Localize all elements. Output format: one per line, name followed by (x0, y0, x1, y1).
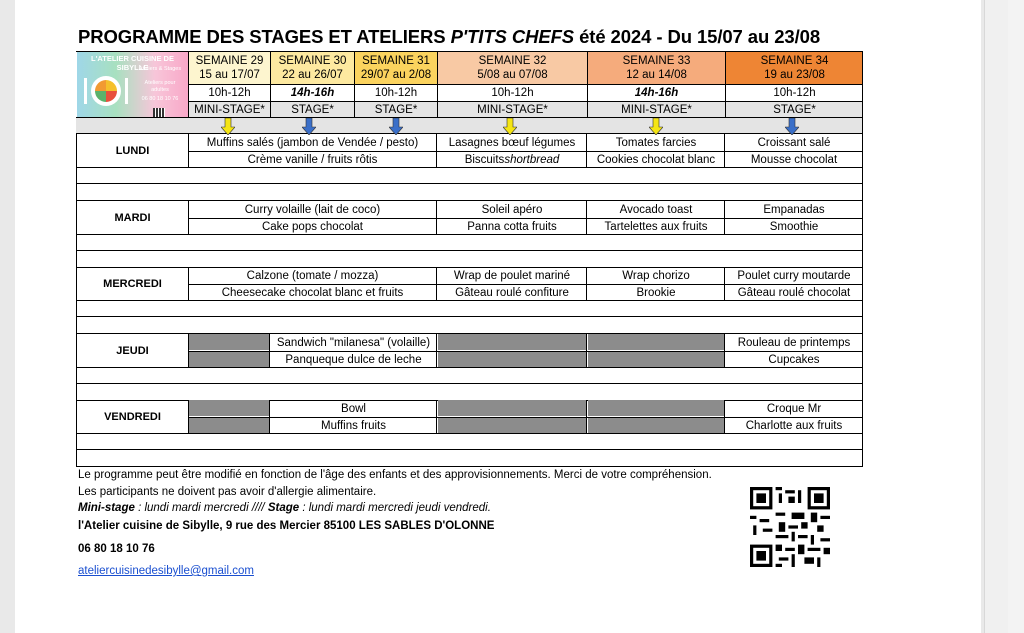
week-hours-5: 10h-12h (725, 84, 863, 101)
unavailable-cell (438, 352, 586, 367)
activity-cell: Bowl (341, 402, 366, 415)
knife-icon (125, 78, 128, 104)
week-header-3: SEMAINE 32 5/08 au 07/08 (437, 52, 587, 84)
unavailable-cell (588, 334, 724, 350)
unavailable-cell (189, 418, 269, 433)
activity-cell: Croissant salé (757, 136, 831, 149)
fork-icon (84, 78, 87, 104)
activity-cell: Wrap de poulet mariné (453, 269, 571, 282)
unavailable-cell (588, 418, 724, 433)
week-header-2: SEMAINE 31 29/07 au 2/08 (354, 52, 437, 84)
activity-cell: Curry volaille (lait de coco) (244, 203, 381, 216)
activity-cell: Avocado toast (619, 203, 693, 216)
week-hours-4: 14h-16h (587, 84, 725, 101)
unavailable-cell (588, 352, 724, 367)
activity-cell: Wrap chorizo (622, 269, 690, 282)
atelier-logo (77, 52, 188, 126)
unavailable-cell (189, 334, 269, 350)
email-link[interactable]: ateliercuisinedesibylle@gmail.com (78, 565, 254, 577)
week-header-0: SEMAINE 29 15 au 17/07 (188, 52, 270, 84)
down-arrow-icon (221, 118, 235, 135)
activity-cell: Sandwich "milanesa" (volaille) (276, 336, 431, 349)
week-type-5: STAGE* (725, 101, 863, 117)
unavailable-cell (189, 352, 269, 367)
unavailable-cell (438, 400, 586, 416)
qr-code (750, 487, 830, 567)
page-title: PROGRAMME DES STAGES ET ATELIERS P'TITS CHEFS été 2024 - Du 15/07 au 23/08 (78, 26, 821, 47)
week-type-0: MINI-STAGE* (188, 101, 270, 117)
day-label-mardi: MARDI (114, 212, 151, 224)
activity-cell: Biscuits shortbread (464, 154, 560, 166)
week-type-2: STAGE* (354, 101, 437, 117)
vertical-scrollbar[interactable] (1008, 0, 1024, 633)
down-arrow-icon (302, 118, 316, 135)
note-allergy: Les participants ne doivent pas avoir d'allergie alimentaire. (78, 486, 377, 498)
unavailable-cell (438, 334, 586, 350)
note-program-change: Le programme peut être modifié en fonction de l'âge des enfants et des approvisionnements. Merci de votre compréhension. (78, 469, 712, 481)
activity-cell: Mousse chocolat (750, 154, 838, 166)
activity-cell: Crème vanille / fruits rôtis (247, 154, 378, 166)
unavailable-cell (588, 400, 724, 416)
day-label-mercredi: MERCREDI (103, 278, 162, 290)
activity-cell: Gâteau roulé chocolat (737, 287, 851, 299)
day-label-vendredi: VENDREDI (104, 411, 161, 423)
activity-cell: Poulet curry moutarde (737, 269, 851, 282)
activity-cell: Lasagnes bœuf légumes (448, 136, 576, 149)
down-arrow-icon (389, 118, 403, 135)
activity-cell: Empanadas (763, 203, 825, 216)
atelier-phone: 06 80 18 10 76 (78, 543, 155, 555)
unavailable-cell (438, 418, 586, 433)
week-type-3: MINI-STAGE* (437, 101, 587, 117)
week-hours-0: 10h-12h (188, 84, 270, 101)
down-arrow-icon (649, 118, 663, 135)
activity-cell: Panqueque dulce de leche (285, 354, 422, 366)
logo-subtitle: Ateliers & Stages Ateliers pour adultes (138, 66, 182, 93)
activity-cell: Cookies chocolat blanc (596, 154, 716, 166)
activity-cell: Tartelettes aux fruits (604, 221, 708, 233)
down-arrow-icon (503, 118, 517, 135)
week-hours-2: 10h-12h (354, 84, 437, 101)
activity-cell: Calzone (tomate / mozza) (246, 269, 379, 282)
activity-cell: Cheesecake chocolat blanc et fruits (221, 287, 404, 299)
logo-title: L'ATELIER CUISINE DE SIBYLLE (91, 54, 174, 72)
week-type-1: STAGE* (270, 101, 354, 117)
week-header-4: SEMAINE 33 12 au 14/08 (587, 52, 725, 84)
atelier-address: l'Atelier cuisine de Sibylle, 9 rue des Mercier 85100 LES SABLES D'OLONNE (78, 520, 495, 532)
activity-cell: Cake pops chocolat (261, 221, 363, 233)
activity-cell: Tomates farcies (615, 136, 697, 149)
down-arrow-icon (785, 118, 799, 135)
activity-cell: Cupcakes (768, 354, 820, 366)
day-label-jeudi: JEUDI (116, 345, 149, 357)
week-type-4: MINI-STAGE* (587, 101, 725, 117)
week-header-5: SEMAINE 34 19 au 23/08 (725, 52, 863, 84)
week-hours-1: 14h-16h (270, 84, 354, 101)
week-hours-3: 10h-12h (437, 84, 587, 101)
stage-legend: Mini-stage : lundi mardi mercredi //// Stage : lundi mardi mercredi jeudi vendredi. (78, 502, 491, 514)
activity-cell: Croque Mr (766, 402, 822, 415)
activity-cell: Gâteau roulé confiture (455, 287, 569, 299)
logo-phone: 06 80 18 10 76 (141, 96, 179, 102)
activity-cell: Soleil apéro (481, 203, 543, 216)
activity-cell: Rouleau de printemps (737, 336, 851, 349)
activity-cell: Charlotte aux fruits (745, 420, 843, 432)
day-label-lundi: LUNDI (115, 145, 150, 157)
activity-cell: Smoothie (769, 221, 819, 233)
plate-icon (91, 76, 121, 106)
activity-cell: Muffins fruits (321, 420, 386, 432)
unavailable-cell (189, 400, 269, 416)
activity-cell: Panna cotta fruits (467, 221, 557, 233)
activity-cell: Brookie (636, 287, 676, 299)
activity-cell: Muffins salés (jambon de Vendée / pesto) (206, 136, 419, 149)
week-header-1: SEMAINE 30 22 au 26/07 (270, 52, 354, 84)
